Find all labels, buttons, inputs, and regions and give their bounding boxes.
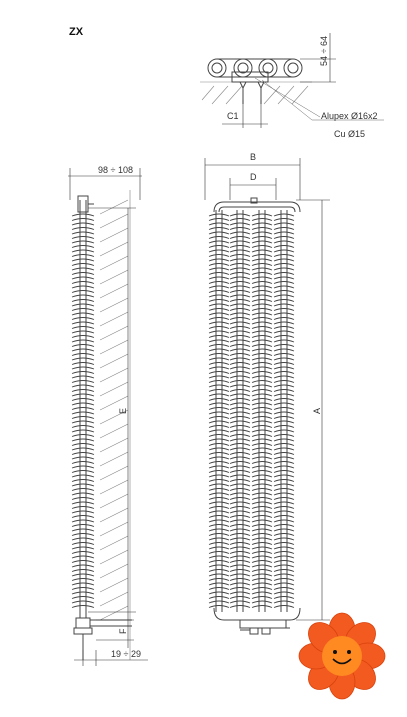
- cu-label: Cu Ø15: [334, 129, 366, 139]
- alupex-label: Alupex Ø16x2: [321, 111, 378, 121]
- left-eye: [333, 650, 337, 654]
- model-label: ZX: [69, 26, 84, 38]
- d-label: D: [250, 172, 257, 182]
- e-label: E: [118, 407, 128, 414]
- c1-label: C1: [227, 111, 239, 121]
- a-label: A: [312, 407, 322, 414]
- right-eye: [347, 650, 351, 654]
- side-fins: [72, 214, 94, 608]
- smiling-flower-logo: [299, 613, 385, 699]
- side-depth-label: 98 ÷ 108: [98, 165, 133, 175]
- top-wall-hatch: [200, 82, 312, 104]
- front-view: [205, 152, 330, 634]
- b-label: B: [250, 152, 257, 162]
- front-tubes: [216, 210, 287, 612]
- flower-center: [322, 636, 362, 676]
- top-depth-label: 54 ÷ 64: [319, 36, 329, 66]
- top-depth-dimension: [300, 33, 336, 82]
- side-view: [68, 165, 148, 666]
- f-label: F: [118, 628, 128, 634]
- top-tubes: [208, 59, 302, 77]
- bottom-offset-label: 19 ÷ 29: [111, 649, 141, 659]
- top-view: [200, 33, 384, 139]
